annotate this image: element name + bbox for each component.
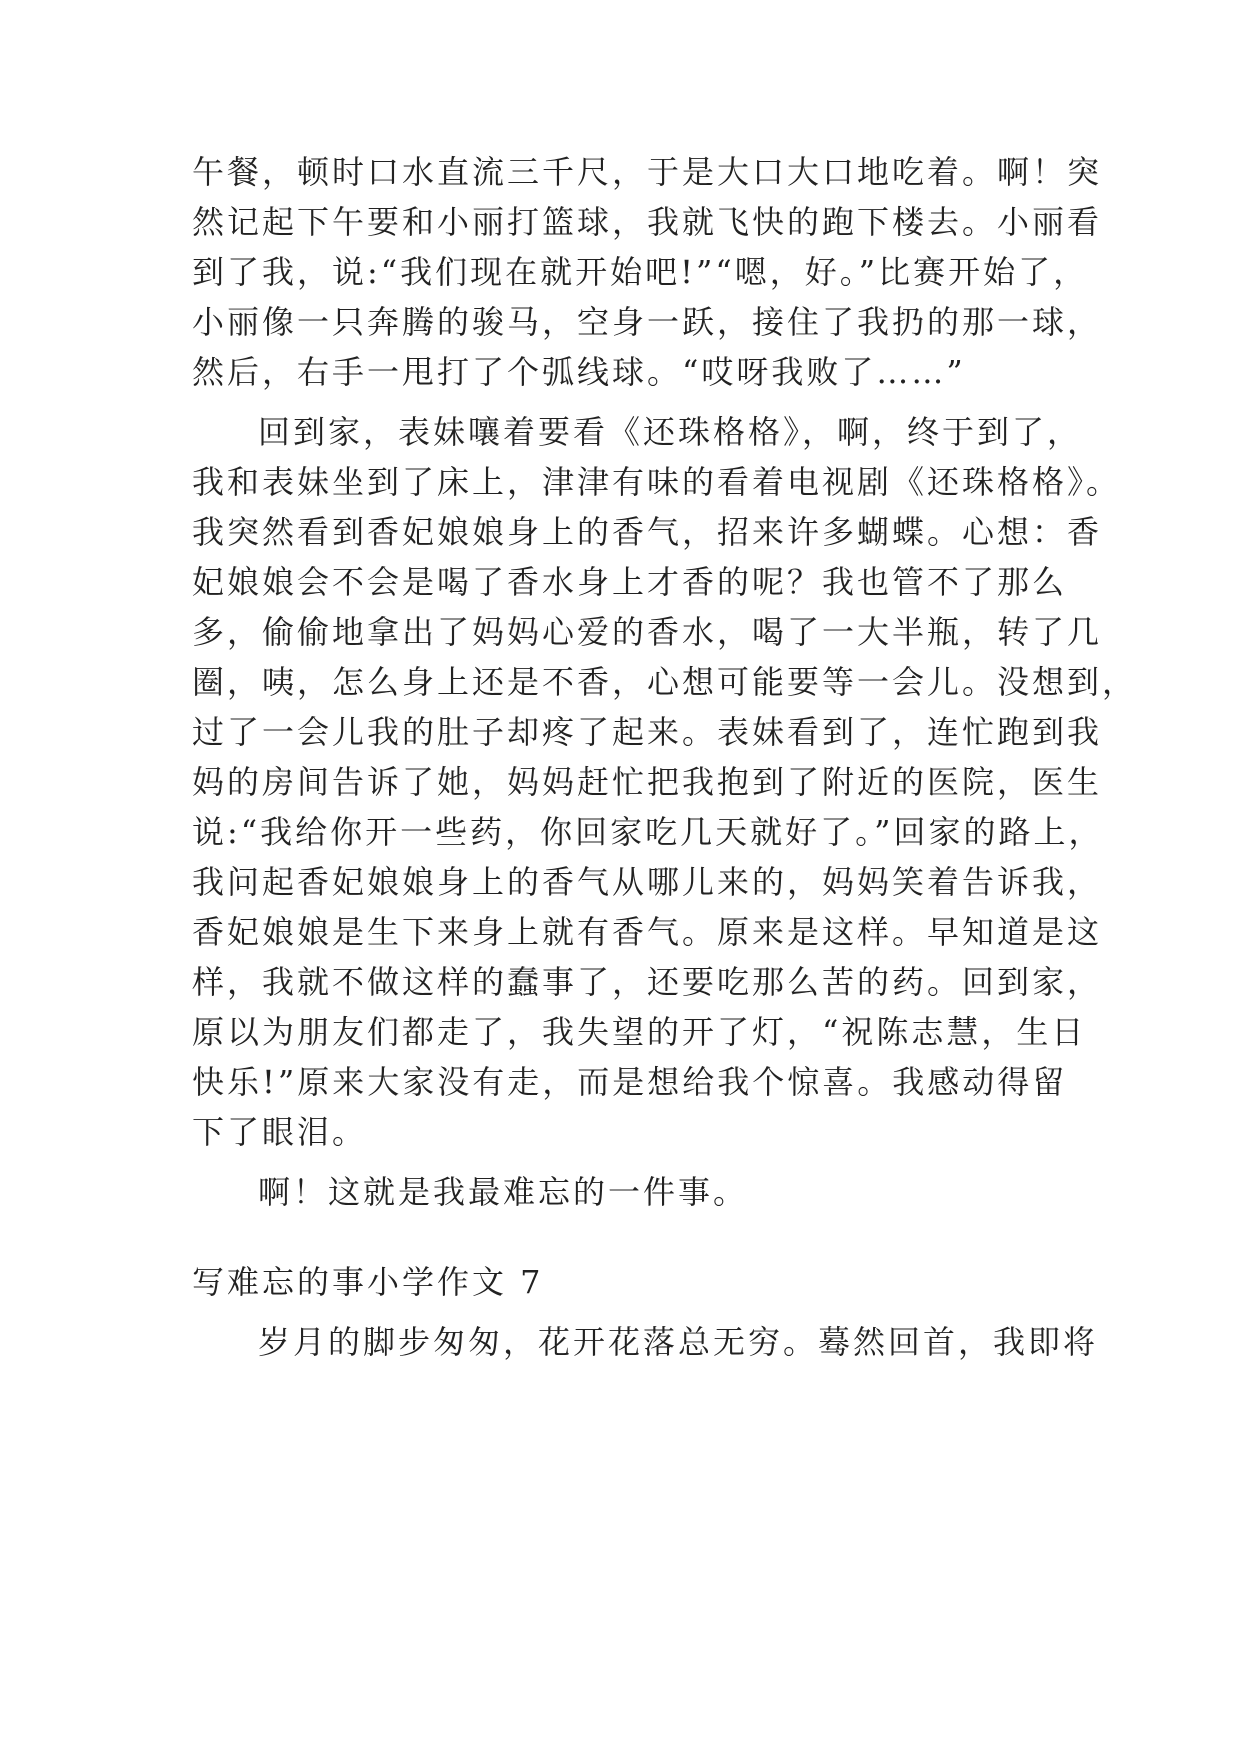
paragraph-line: 我问起香妃娘娘身上的香气从哪儿来的，妈妈笑着告诉我， bbox=[192, 863, 1103, 901]
paragraph-line: 我和表妹坐到了床上，津津有味的看着电视剧《还珠格格》。 bbox=[192, 463, 1122, 501]
paragraph-line: 快乐!”原来大家没有走，而是想给我个惊喜。我感动得留 bbox=[192, 1063, 1068, 1101]
paragraph-line: 过了一会儿我的肚子却疼了起来。表妹看到了，连忙跑到我 bbox=[192, 713, 1103, 751]
paragraph-line: 原以为朋友们都走了，我失望的开了灯，“祝陈志慧，生日 bbox=[192, 1013, 1087, 1051]
paragraph-line: 香妃娘娘是生下来身上就有香气。原来是这样。早知道是这 bbox=[192, 913, 1103, 951]
paragraph-line: 然后，右手一甩打了个弧线球。“哎呀我败了……” bbox=[192, 353, 966, 391]
paragraph-line: 样，我就不做这样的蠢事了，还要吃那么苦的药。回到家， bbox=[192, 963, 1103, 1001]
paragraph-line: 回到家，表妹嚷着要看《还珠格格》，啊，终于到了， bbox=[258, 413, 1083, 451]
section-heading: 写难忘的事小学作文 7 bbox=[192, 1263, 544, 1301]
paragraph-line: 然记起下午要和小丽打篮球，我就飞快的跑下楼去。小丽看 bbox=[192, 203, 1103, 241]
paragraph-line: 下了眼泪。 bbox=[192, 1113, 368, 1151]
paragraph-line: 岁月的脚步匆匆，花开花落总无穷。蓦然回首，我即将 bbox=[258, 1323, 1099, 1361]
paragraph-line: 多，偷偷地拿出了妈妈心爱的香水，喝了一大半瓶，转了几 bbox=[192, 613, 1103, 651]
paragraph-line: 午餐，顿时口水直流三千尺，于是大口大口地吃着。啊！突 bbox=[192, 153, 1103, 191]
paragraph-line: 到了我，说:“我们现在就开始吧!”“嗯，好。”比赛开始了， bbox=[192, 253, 1089, 291]
paragraph-line: 我突然看到香妃娘娘身上的香气，招来许多蝴蝶。心想：香 bbox=[192, 513, 1103, 551]
paragraph-line: 小丽像一只奔腾的骏马，空身一跃，接住了我扔的那一球， bbox=[192, 303, 1103, 341]
paragraph-line: 啊！这就是我最难忘的一件事。 bbox=[258, 1173, 749, 1211]
paragraph-line: 说:“我给你开一些药，你回家吃几天就好了。”回家的路上， bbox=[192, 813, 1104, 851]
paragraph-line: 妃娘娘会不会是喝了香水身上才香的呢？我也管不了那么 bbox=[192, 563, 1068, 601]
paragraph-line: 妈的房间告诉了她，妈妈赶忙把我抱到了附近的医院，医生 bbox=[192, 763, 1103, 801]
paragraph-line: 圈，咦，怎么身上还是不香，心想可能要等一会儿。没想到， bbox=[192, 663, 1138, 701]
